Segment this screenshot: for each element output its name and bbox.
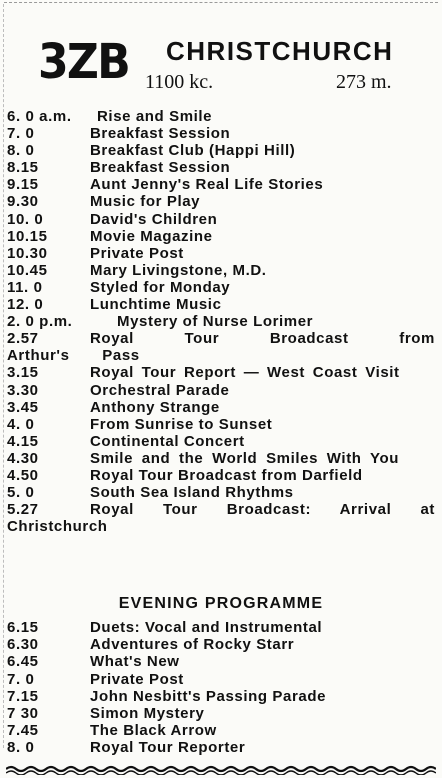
programme-time: 7. 0	[7, 670, 35, 688]
programme-row	[7, 245, 435, 262]
programme-time: 8.15	[7, 159, 39, 177]
programme-row	[7, 330, 435, 364]
programme-time: 9.30	[7, 193, 39, 211]
programme-time: 4.15	[7, 432, 39, 450]
station-header	[0, 30, 442, 110]
evening-programme-heading: EVENING PROGRAMME	[118, 595, 324, 612]
programme-row	[7, 279, 435, 296]
programme-time: 5.27	[7, 501, 39, 519]
programme-title: Movie Magazine	[90, 227, 213, 245]
programme-row	[7, 671, 435, 688]
station-city: CHRISTCHURCH	[166, 36, 394, 66]
programme-row	[7, 211, 435, 228]
programme-time: 9.15	[7, 176, 39, 194]
programme-time: 7 30	[7, 705, 39, 723]
programme-row	[7, 399, 435, 416]
programme-title: Anthony Strange	[90, 398, 220, 416]
programme-title: Continental Concert	[90, 432, 245, 450]
programme-time: 10.45	[7, 261, 48, 279]
programme-title: Mystery of Nurse Lorimer	[117, 313, 314, 331]
programme-title: Smile and the World Smiles With You	[90, 449, 400, 467]
programme-title: Duets: Vocal and Instrumental	[90, 619, 323, 636]
wavy-bottom-border	[6, 765, 436, 775]
programme-row	[7, 382, 435, 399]
programme-row	[7, 228, 435, 245]
programme-time: 7.15	[7, 687, 39, 705]
programme-row	[7, 653, 435, 670]
programme-row	[7, 364, 435, 381]
programme-time: 4.50	[7, 466, 39, 484]
programme-row	[7, 688, 435, 705]
programme-time: 10.30	[7, 244, 48, 262]
programme-time: 8. 0	[7, 739, 35, 757]
station-callsign: 3ZB	[38, 34, 129, 90]
programme-row	[7, 416, 435, 433]
programme-title: Styled for Monday	[90, 278, 231, 296]
programme-row	[7, 108, 435, 125]
programme-title: Royal Tour Broadcast: Arrival at Christchurch	[7, 501, 435, 536]
programme-row	[7, 722, 435, 739]
programme-time: 4.30	[7, 449, 39, 467]
top-dashed-rule	[4, 2, 438, 3]
programme-row	[7, 705, 435, 722]
programme-title: David's Children	[90, 210, 218, 228]
programme-title: Breakfast Session	[90, 159, 231, 177]
programme-row	[7, 125, 435, 142]
programme-time: 7. 0	[7, 125, 35, 143]
programme-row	[7, 176, 435, 193]
programme-time: 3.15	[7, 364, 39, 382]
programme-time: 10. 0	[7, 210, 44, 228]
programme-title: Breakfast Club (Happi Hill)	[90, 142, 296, 160]
programme-row	[7, 739, 435, 756]
programme-row	[7, 262, 435, 279]
evening-programme-list	[7, 619, 435, 757]
programme-time: 8. 0	[7, 142, 35, 160]
programme-title: South Sea Island Rhythms	[90, 484, 294, 502]
programme-time: 5. 0	[7, 484, 35, 502]
programme-title: Private Post	[90, 244, 184, 262]
programme-time: 6. 0 a.m.	[7, 108, 72, 125]
programme-title: Royal Tour Broadcast from Arthur's Pass	[7, 330, 435, 365]
station-frequency: 1100 kc.	[145, 71, 214, 93]
programme-title: Aunt Jenny's Real Life Stories	[90, 176, 324, 194]
programme-time: 11. 0	[7, 278, 43, 296]
programme-title: Lunchtime Music	[90, 296, 222, 314]
programme-title: From Sunrise to Sunset	[90, 415, 273, 433]
programme-title: Royal Tour Broadcast from Darfield	[90, 466, 363, 484]
programme-title: Simon Mystery	[90, 705, 205, 723]
programme-row	[7, 159, 435, 176]
programme-title: Music for Play	[90, 193, 201, 211]
programme-title: What's New	[90, 653, 180, 671]
programme-row	[7, 313, 435, 330]
programme-time: 6.15	[7, 619, 39, 636]
programme-time: 7.45	[7, 722, 39, 740]
programme-time: 4. 0	[7, 415, 35, 433]
programme-title: John Nesbitt's Passing Parade	[90, 687, 327, 705]
programme-row	[7, 193, 435, 210]
programme-title: Breakfast Session	[90, 125, 231, 143]
programme-title: Royal Tour Report — West Coast Visit	[90, 364, 400, 382]
programme-time: 2. 0 p.m.	[7, 313, 73, 331]
programme-title: Mary Livingstone, M.D.	[90, 261, 267, 279]
programme-row	[7, 619, 435, 636]
station-wavelength: 273 m.	[336, 71, 392, 93]
programme-title: Orchestral Parade	[90, 381, 230, 399]
programme-title: Royal Tour Reporter	[90, 739, 246, 757]
programme-row	[7, 296, 435, 313]
programme-title: The Black Arrow	[90, 722, 217, 740]
programme-title: Private Post	[90, 670, 184, 688]
left-dashed-rule	[3, 4, 4, 748]
programme-row	[7, 450, 435, 467]
programme-time: 3.45	[7, 398, 39, 416]
programme-row	[7, 484, 435, 501]
programme-title: Adventures of Rocky Starr	[90, 636, 295, 654]
programme-time: 10.15	[7, 227, 48, 245]
programme-time: 6.30	[7, 636, 39, 654]
day-programme-list	[7, 108, 435, 535]
programme-row	[7, 142, 435, 159]
programme-time: 2.57	[7, 330, 39, 348]
programme-row	[7, 467, 435, 484]
programme-row	[7, 433, 435, 450]
programme-row	[7, 501, 435, 535]
programme-row	[7, 636, 435, 653]
programme-time: 3.30	[7, 381, 39, 399]
programme-time: 12. 0	[7, 296, 44, 314]
programme-title: Rise and Smile	[97, 108, 213, 125]
programme-time: 6.45	[7, 653, 39, 671]
